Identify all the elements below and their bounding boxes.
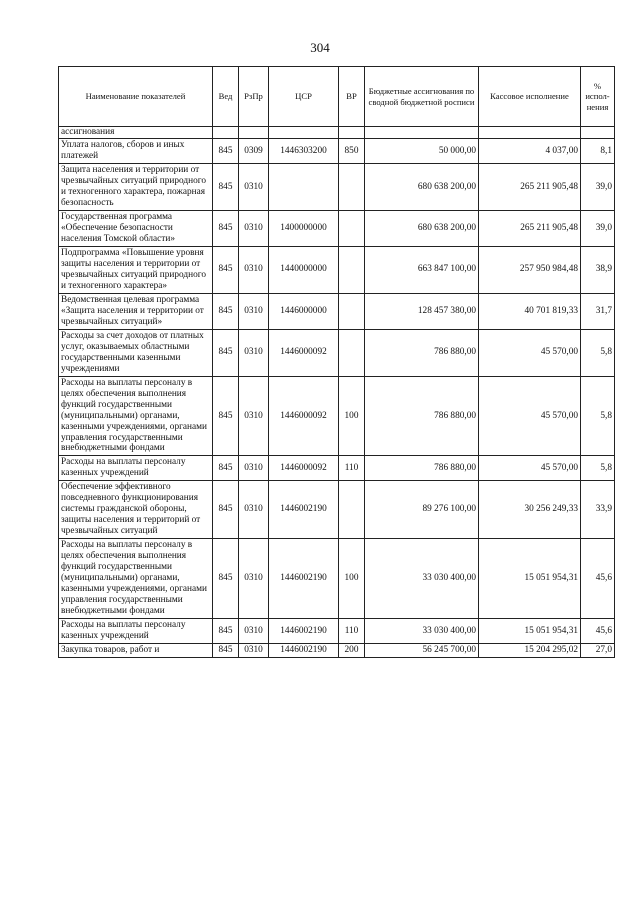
cell-rzpr: 0309 <box>239 139 269 164</box>
cell-budget <box>365 127 479 139</box>
cell-rzpr <box>239 127 269 139</box>
cell-rzpr: 0310 <box>239 247 269 294</box>
cell-csr: 1446002190 <box>269 643 339 657</box>
cell-name: Расходы за счет доходов от платных услуг, оказываемых областными государственными казенными учреждениями <box>59 329 213 376</box>
table-row <box>59 139 615 164</box>
table-row <box>59 376 615 456</box>
cell-budget: 56 245 700,00 <box>365 643 479 657</box>
table-row <box>59 293 615 329</box>
cell-vr <box>339 127 365 139</box>
table-row <box>59 211 615 247</box>
cell-budget: 33 030 400,00 <box>365 619 479 644</box>
cell-vr <box>339 247 365 294</box>
cell-csr: 1446002190 <box>269 619 339 644</box>
cell-name: Расходы на выплаты персоналу казенных учреждений <box>59 456 213 481</box>
cell-rzpr: 0310 <box>239 481 269 539</box>
cell-name: Уплата налогов, сборов и иных платежей <box>59 139 213 164</box>
cell-vr: 110 <box>339 619 365 644</box>
cell-csr: 1400000000 <box>269 211 339 247</box>
cell-budget: 33 030 400,00 <box>365 539 479 619</box>
cell-budget: 50 000,00 <box>365 139 479 164</box>
header-ved: Вед <box>213 67 239 127</box>
cell-cash: 45 570,00 <box>479 376 581 456</box>
cell-name: Расходы на выплаты персоналу казенных учреждений <box>59 619 213 644</box>
cell-name: ассигнования <box>59 127 213 139</box>
cell-cash <box>479 127 581 139</box>
cell-percent: 5,8 <box>581 329 615 376</box>
cell-vr: 200 <box>339 643 365 657</box>
table-row <box>59 456 615 481</box>
header-cash: Кассовое исполнение <box>479 67 581 127</box>
cell-cash: 15 051 954,31 <box>479 539 581 619</box>
cell-vr <box>339 164 365 211</box>
cell-cash: 265 211 905,48 <box>479 164 581 211</box>
cell-percent: 5,8 <box>581 376 615 456</box>
cell-csr: 1446000092 <box>269 376 339 456</box>
cell-ved: 845 <box>213 247 239 294</box>
cell-ved: 845 <box>213 376 239 456</box>
cell-budget: 786 880,00 <box>365 329 479 376</box>
cell-cash: 257 950 984,48 <box>479 247 581 294</box>
cell-csr: 1446303200 <box>269 139 339 164</box>
cell-ved: 845 <box>213 456 239 481</box>
cell-csr <box>269 127 339 139</box>
cell-ved: 845 <box>213 329 239 376</box>
cell-vr: 110 <box>339 456 365 481</box>
header-name: Наименование показателей <box>59 67 213 127</box>
cell-vr <box>339 293 365 329</box>
cell-ved: 845 <box>213 539 239 619</box>
cell-csr: 1446002190 <box>269 539 339 619</box>
table-row <box>59 539 615 619</box>
cell-cash: 45 570,00 <box>479 456 581 481</box>
cell-percent: 5,8 <box>581 456 615 481</box>
cell-budget: 786 880,00 <box>365 456 479 481</box>
table-row <box>59 247 615 294</box>
cell-rzpr: 0310 <box>239 211 269 247</box>
cell-cash: 4 037,00 <box>479 139 581 164</box>
cell-vr <box>339 481 365 539</box>
cell-cash: 30 256 249,33 <box>479 481 581 539</box>
cell-name: Защита населения и территории от чрезвычайных ситуаций природного и техногенного характера, пожарная безопасность <box>59 164 213 211</box>
header-percent: % испол- нения <box>581 67 615 127</box>
cell-ved: 845 <box>213 164 239 211</box>
header-vr: ВР <box>339 67 365 127</box>
cell-rzpr: 0310 <box>239 164 269 211</box>
cell-name: Расходы на выплаты персоналу в целях обеспечения выполнения функций государственными (муниципальными) органами, казенными учреждениями, органами управления государственными внебюджетными фондами <box>59 539 213 619</box>
cell-budget: 680 638 200,00 <box>365 164 479 211</box>
cell-ved <box>213 127 239 139</box>
cell-csr <box>269 164 339 211</box>
header-csr: ЦСР <box>269 67 339 127</box>
cell-budget: 89 276 100,00 <box>365 481 479 539</box>
cell-cash: 15 051 954,31 <box>479 619 581 644</box>
cell-ved: 845 <box>213 139 239 164</box>
cell-csr: 1446002190 <box>269 481 339 539</box>
header-rzpr: РзПр <box>239 67 269 127</box>
table-row <box>59 619 615 644</box>
table-row <box>59 329 615 376</box>
cell-vr: 100 <box>339 539 365 619</box>
table-row <box>59 643 615 657</box>
cell-cash: 40 701 819,33 <box>479 293 581 329</box>
cell-ved: 845 <box>213 481 239 539</box>
cell-rzpr: 0310 <box>239 643 269 657</box>
table-row <box>59 164 615 211</box>
table-row <box>59 127 615 139</box>
cell-cash: 45 570,00 <box>479 329 581 376</box>
cell-csr: 1446000092 <box>269 329 339 376</box>
cell-csr: 1446000092 <box>269 456 339 481</box>
cell-name: Обеспечение эффективного повседневного функционирования системы гражданской обороны, защиты населения и территорий от чрезвычайных ситуаций <box>59 481 213 539</box>
cell-budget: 663 847 100,00 <box>365 247 479 294</box>
cell-vr <box>339 211 365 247</box>
cell-percent: 8,1 <box>581 139 615 164</box>
cell-rzpr: 0310 <box>239 539 269 619</box>
page-number: 304 <box>310 40 330 55</box>
cell-percent: 45,6 <box>581 539 615 619</box>
cell-csr: 1446000000 <box>269 293 339 329</box>
cell-percent: 39,0 <box>581 211 615 247</box>
cell-percent: 39,0 <box>581 164 615 211</box>
cell-rzpr: 0310 <box>239 293 269 329</box>
cell-vr <box>339 329 365 376</box>
cell-name: Закупка товаров, работ и <box>59 643 213 657</box>
cell-rzpr: 0310 <box>239 376 269 456</box>
cell-percent: 33,9 <box>581 481 615 539</box>
cell-csr: 1440000000 <box>269 247 339 294</box>
cell-name: Государственная программа «Обеспечение безопасности населения Томской области» <box>59 211 213 247</box>
cell-cash: 265 211 905,48 <box>479 211 581 247</box>
cell-percent: 45,6 <box>581 619 615 644</box>
cell-rzpr: 0310 <box>239 456 269 481</box>
cell-vr: 850 <box>339 139 365 164</box>
cell-percent: 27,0 <box>581 643 615 657</box>
cell-budget: 680 638 200,00 <box>365 211 479 247</box>
cell-vr: 100 <box>339 376 365 456</box>
cell-percent: 38,9 <box>581 247 615 294</box>
report-body <box>59 127 615 658</box>
cell-name: Подпрограмма «Повышение уровня защиты населения и территории от чрезвычайных ситуаций природного и техногенного характера» <box>59 247 213 294</box>
cell-ved: 845 <box>213 619 239 644</box>
cell-name: Ведомственная целевая программа «Защита населения и территории от чрезвычайных ситуаций» <box>59 293 213 329</box>
header-row <box>59 67 615 127</box>
cell-rzpr: 0310 <box>239 619 269 644</box>
cell-rzpr: 0310 <box>239 329 269 376</box>
table-row <box>59 481 615 539</box>
cell-ved: 845 <box>213 211 239 247</box>
header-budget: Бюджетные ассигнования по сводной бюджетной росписи <box>365 67 479 127</box>
report-table <box>58 66 615 658</box>
cell-budget: 786 880,00 <box>365 376 479 456</box>
cell-percent <box>581 127 615 139</box>
cell-cash: 15 204 295,02 <box>479 643 581 657</box>
cell-name: Расходы на выплаты персоналу в целях обеспечения выполнения функций государственными (муниципальными) органами, казенными учреждениями, органами управления государственными внебюджетными фондами <box>59 376 213 456</box>
cell-ved: 845 <box>213 293 239 329</box>
cell-budget: 128 457 380,00 <box>365 293 479 329</box>
cell-percent: 31,7 <box>581 293 615 329</box>
cell-ved: 845 <box>213 643 239 657</box>
